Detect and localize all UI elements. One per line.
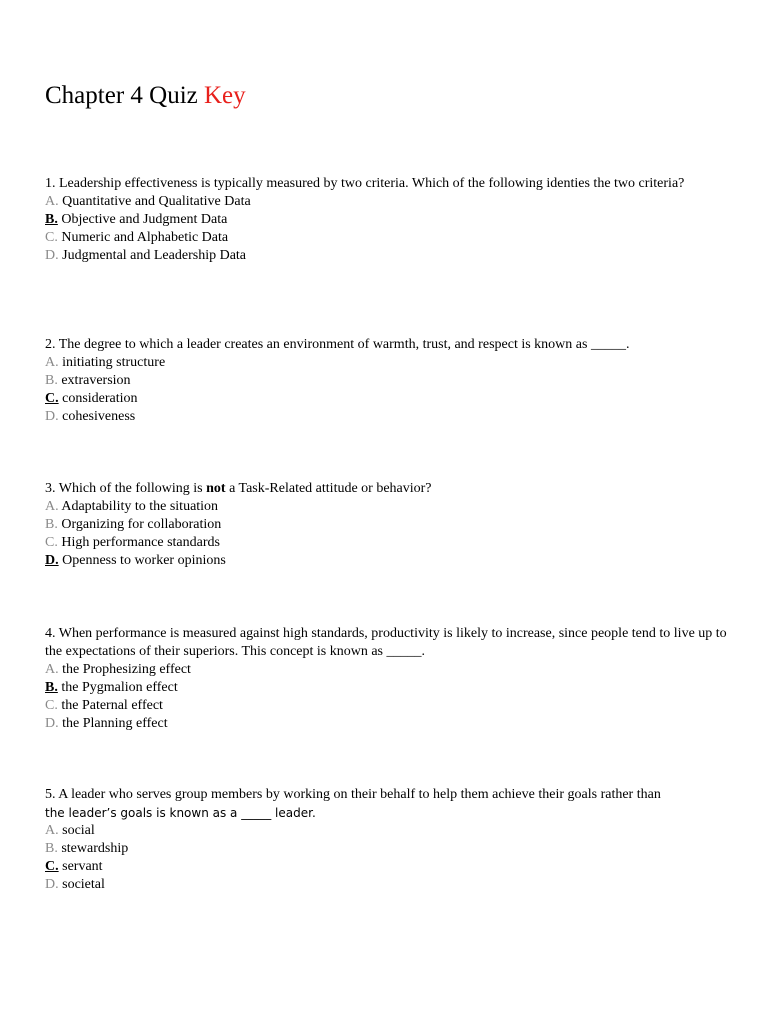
title-key-highlight: Key (203, 82, 246, 109)
option-letter: A. (45, 194, 59, 209)
option-c (45, 534, 735, 552)
option-text: High performance standards (61, 535, 220, 550)
option-letter: D. (45, 248, 59, 263)
option-b-correct (45, 211, 735, 229)
question-text: 4. When performance is measured against high standards, productivity is likely to increase, since people tend to live up to the expectations of their superiors. This concept is known as _____. (45, 626, 727, 659)
option-d (45, 876, 735, 894)
question-4 (45, 625, 735, 733)
option-a (45, 498, 735, 516)
option-letter: D. (45, 716, 59, 731)
option-a (45, 354, 735, 372)
option-text: Quantitative and Qualitative Data (62, 194, 251, 209)
option-letter: A. (45, 499, 59, 514)
option-letter: B. (45, 517, 58, 532)
question-text-post: a Task-Related attitude or behavior? (225, 481, 432, 496)
option-b (45, 840, 735, 858)
option-letter: D. (45, 877, 59, 892)
option-text: stewardship (61, 841, 129, 856)
option-letter: A. (45, 355, 59, 370)
question-3 (45, 480, 735, 570)
option-a (45, 661, 735, 679)
option-c-correct (45, 390, 735, 408)
option-letter: A. (45, 662, 59, 677)
option-text: cohesiveness (62, 409, 136, 424)
option-letter: B. (45, 212, 58, 227)
question-text-line2: the leader’s goals is known as a _____ leader. (45, 806, 316, 820)
option-letter: C. (45, 391, 59, 406)
option-text: consideration (62, 391, 138, 406)
option-text: societal (62, 877, 105, 892)
question-text: 2. The degree to which a leader creates an environment of warmth, trust, and respect is known as _____. (45, 337, 630, 352)
option-text: extraversion (61, 373, 131, 388)
option-letter: B. (45, 841, 58, 856)
option-d (45, 715, 735, 733)
option-text: social (62, 823, 95, 838)
option-d-correct (45, 552, 735, 570)
option-text: initiating structure (62, 355, 166, 370)
question-2 (45, 336, 735, 426)
page-title (45, 80, 246, 112)
option-text: Organizing for collaboration (61, 517, 222, 532)
option-letter: D. (45, 553, 59, 568)
option-text: servant (62, 859, 103, 874)
option-text: the Pygmalion effect (61, 680, 178, 695)
option-b-correct (45, 679, 735, 697)
option-letter: D. (45, 409, 59, 424)
option-text: the Prophesizing effect (62, 662, 191, 677)
question-text: 5. A leader who serves group members by working on their behalf to help them achieve their goals rather than (45, 787, 661, 802)
question-text-pre: 3. Which of the following is (45, 481, 207, 496)
option-letter: C. (45, 698, 58, 713)
question-text (45, 480, 735, 498)
option-text: Objective and Judgment Data (61, 212, 228, 227)
title-main: Chapter 4 Quiz (45, 82, 198, 109)
option-letter: C. (45, 230, 58, 245)
option-letter: A. (45, 823, 59, 838)
question-text-emphasis: not (206, 481, 226, 496)
option-letter: B. (45, 373, 58, 388)
option-text: Numeric and Alphabetic Data (61, 230, 229, 245)
option-text: the Paternal effect (61, 698, 163, 713)
option-text: Adaptability to the situation (61, 499, 219, 514)
question-1 (45, 175, 735, 265)
question-5 (45, 786, 735, 894)
option-text: Judgmental and Leadership Data (62, 248, 247, 263)
option-c (45, 697, 735, 715)
option-letter: C. (45, 859, 59, 874)
option-letter: B. (45, 680, 58, 695)
question-text: 1. Leadership effectiveness is typically measured by two criteria. Which of the following identies the two criteria? (45, 176, 685, 191)
option-b (45, 516, 735, 534)
option-c (45, 229, 735, 247)
option-b (45, 372, 735, 390)
option-letter: C. (45, 535, 58, 550)
option-a (45, 822, 735, 840)
option-a (45, 193, 735, 211)
option-d (45, 247, 735, 265)
option-d (45, 408, 735, 426)
option-c-correct (45, 858, 735, 876)
option-text: the Planning effect (62, 716, 168, 731)
option-text: Openness to worker opinions (62, 553, 226, 568)
